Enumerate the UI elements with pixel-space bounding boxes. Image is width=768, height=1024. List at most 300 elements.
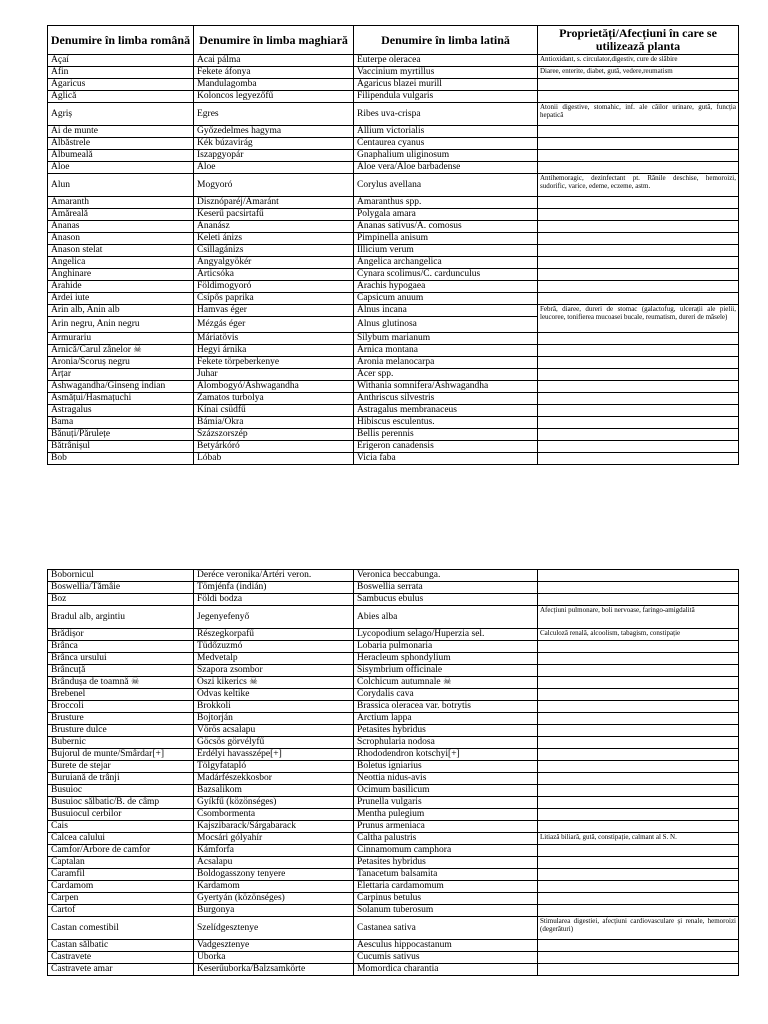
hungarian-name-cell: Odvas keltike (194, 689, 354, 701)
table-row (48, 964, 739, 976)
hungarian-name-cell: Juhar (194, 369, 354, 381)
table-row (48, 293, 739, 305)
latin-name-cell: Allium victorialis (354, 126, 538, 138)
properties-cell: Antihemoragic, dezinfectant pt. Rănile deschise, hemoroizi, sudorific, varice, edeme, eczeme, astm. (538, 174, 739, 197)
latin-name-cell: Vicia faba (354, 453, 538, 465)
romanian-name-cell: Amaranth (48, 197, 194, 209)
hungarian-name-cell: Egres (194, 103, 354, 126)
hungarian-name-cell: Fekete törpeberkenye (194, 357, 354, 369)
table-row (48, 429, 739, 441)
latin-name-cell: Sambucus ebulus (354, 594, 538, 606)
hungarian-name-cell: Mogyoró (194, 174, 354, 197)
hungarian-name-cell: Keserűuborka/Balzsamkörte (194, 964, 354, 976)
latin-name-cell: Corydalis cava (354, 689, 538, 701)
hungarian-name-cell: Boldogasszony tenyere (194, 869, 354, 881)
hungarian-name-cell: Kardamom (194, 881, 354, 893)
hungarian-name-cell: Erdélyi havasszépe[+] (194, 749, 354, 761)
latin-name-cell: Caltha palustris (354, 833, 538, 845)
table-row (48, 881, 739, 893)
properties-cell (538, 453, 739, 465)
properties-cell (538, 952, 739, 964)
table-row (48, 785, 739, 797)
romanian-name-cell: Busuiocul cerbilor (48, 809, 194, 821)
table-row (48, 281, 739, 293)
latin-name-cell: Arctium lappa (354, 713, 538, 725)
hungarian-name-cell: Kajszibarack/Sárgabarack (194, 821, 354, 833)
header-hungarian: Denumire în limba maghiară (194, 26, 354, 55)
hungarian-name-cell: Lóbab (194, 453, 354, 465)
romanian-name-cell: Bătrânișul (48, 441, 194, 453)
latin-name-cell: Aesculus hippocastanum (354, 940, 538, 952)
latin-name-cell: Boletus igniarius (354, 761, 538, 773)
romanian-name-cell: Caramfil (48, 869, 194, 881)
latin-name-cell: Aronia melanocarpa (354, 357, 538, 369)
hungarian-name-cell: Angyalgyökér (194, 257, 354, 269)
latin-name-cell: Boswellia serrata (354, 582, 538, 594)
properties-cell (538, 641, 739, 653)
romanian-name-cell: Bujorul de munte/Smârdar[+] (48, 749, 194, 761)
table-row (48, 369, 739, 381)
properties-cell (538, 893, 739, 905)
properties-cell (538, 150, 739, 162)
hungarian-name-cell: Acsalapu (194, 857, 354, 869)
table-row (48, 641, 739, 653)
latin-name-cell: Anthriscus silvestris (354, 393, 538, 405)
hungarian-name-cell: Szelídgesztenye (194, 917, 354, 940)
properties-cell (538, 737, 739, 749)
latin-name-cell: Capsicum anuum (354, 293, 538, 305)
hungarian-name-cell: Medvetalp (194, 653, 354, 665)
hungarian-name-cell: Bámia/Okra (194, 417, 354, 429)
properties-cell (538, 594, 739, 606)
romanian-name-cell: Aloe (48, 162, 194, 174)
table-row (48, 570, 739, 582)
table-row (48, 689, 739, 701)
table-row (48, 91, 739, 103)
romanian-name-cell: Brândușa de toamnă ☠ (48, 677, 194, 689)
table-row (48, 245, 739, 257)
properties-cell: Antioxidant, s. circulator,digestiv, cure de slăbire (538, 55, 739, 67)
romanian-name-cell: Ai de munte (48, 126, 194, 138)
latin-name-cell: Cynara scolimus/C. cardunculus (354, 269, 538, 281)
hungarian-name-cell: Fekete áfonya (194, 67, 354, 79)
romanian-name-cell: Bob (48, 453, 194, 465)
properties-cell (538, 293, 739, 305)
properties-cell (538, 940, 739, 952)
latin-name-cell: Mentha pulegium (354, 809, 538, 821)
romanian-name-cell: Aronia/Scoruș negru (48, 357, 194, 369)
latin-name-cell: Arnica montana (354, 345, 538, 357)
hungarian-name-cell: Alombogyó/Ashwagandha (194, 381, 354, 393)
header-row (48, 26, 739, 55)
romanian-name-cell: Boz (48, 594, 194, 606)
latin-name-cell: Alnus incana (354, 305, 538, 317)
table-row (48, 126, 739, 138)
hungarian-name-cell: Articsóka (194, 269, 354, 281)
romanian-name-cell: Brâncuță (48, 665, 194, 677)
hungarian-name-cell: Gyertyán (közönséges) (194, 893, 354, 905)
hungarian-name-cell: Uborka (194, 952, 354, 964)
hungarian-name-cell: Gyíkfű (közönséges) (194, 797, 354, 809)
romanian-name-cell: Arahide (48, 281, 194, 293)
hungarian-name-cell: Részegkorpafű (194, 629, 354, 641)
table-row (48, 737, 739, 749)
romanian-name-cell: Ardei iute (48, 293, 194, 305)
table-row (48, 952, 739, 964)
properties-cell (538, 761, 739, 773)
latin-name-cell: Tanacetum balsamita (354, 869, 538, 881)
latin-name-cell: Alnus glutinosa (354, 317, 538, 333)
romanian-name-cell: Astragalus (48, 405, 194, 417)
hungarian-name-cell: Mandulagomba (194, 79, 354, 91)
hungarian-name-cell: Győzedelmes hagyma (194, 126, 354, 138)
latin-name-cell: Euterpe oleracea (354, 55, 538, 67)
hungarian-name-cell: Szapora zsombor (194, 665, 354, 677)
romanian-name-cell: Anghinare (48, 269, 194, 281)
romanian-name-cell: Açaí (48, 55, 194, 67)
properties-cell: Afecțiuni pulmonare, boli nervoase, faringo-amigdalită (538, 606, 739, 629)
table-row (48, 233, 739, 245)
properties-cell (538, 845, 739, 857)
hungarian-name-cell: Jegenyefenyő (194, 606, 354, 629)
romanian-name-cell: Alun (48, 174, 194, 197)
table-row (48, 606, 739, 629)
table-row (48, 857, 739, 869)
properties-cell (538, 809, 739, 821)
romanian-name-cell: Burete de stejar (48, 761, 194, 773)
romanian-name-cell: Armurariu (48, 333, 194, 345)
table-row (48, 773, 739, 785)
properties-cell (538, 281, 739, 293)
romanian-name-cell: Brebenel (48, 689, 194, 701)
latin-name-cell: Prunella vulgaris (354, 797, 538, 809)
hungarian-name-cell: Mocsári gólyahír (194, 833, 354, 845)
hungarian-name-cell: Zamatos turbolya (194, 393, 354, 405)
table-row (48, 594, 739, 606)
hungarian-name-cell: Kínai csüdfű (194, 405, 354, 417)
latin-name-cell: Polygala amara (354, 209, 538, 221)
latin-name-cell: Lycopodium selago/Huperzia sel. (354, 629, 538, 641)
latin-name-cell: Cucumis sativus (354, 952, 538, 964)
hungarian-name-cell: Csombormenta (194, 809, 354, 821)
romanian-name-cell: Anason stelat (48, 245, 194, 257)
romanian-name-cell: Bănuți/Părulețe (48, 429, 194, 441)
romanian-name-cell: Boswellia/Tămâie (48, 582, 194, 594)
table-row (48, 893, 739, 905)
properties-cell (538, 417, 739, 429)
latin-name-cell: Heracleum sphondylium (354, 653, 538, 665)
table-row (48, 138, 739, 150)
latin-name-cell: Vaccinium myrtillus (354, 67, 538, 79)
romanian-name-cell: Asmățui/Hasmațuchi (48, 393, 194, 405)
romanian-name-cell: Bobornicul (48, 570, 194, 582)
romanian-name-cell: Brădișor (48, 629, 194, 641)
properties-cell (538, 701, 739, 713)
romanian-name-cell: Bubernic (48, 737, 194, 749)
properties-cell (538, 357, 739, 369)
properties-cell (538, 333, 739, 345)
latin-name-cell: Ananas sativus/A. comosus (354, 221, 538, 233)
properties-cell (538, 269, 739, 281)
latin-name-cell: Cinnamomum camphora (354, 845, 538, 857)
romanian-name-cell: Calcea calului (48, 833, 194, 845)
romanian-name-cell: Camfor/Arbore de camfor (48, 845, 194, 857)
hungarian-name-cell: Kámforfa (194, 845, 354, 857)
properties-cell (538, 570, 739, 582)
romanian-name-cell: Carpen (48, 893, 194, 905)
table-row (48, 357, 739, 369)
latin-name-cell: Ribes uva-crispa (354, 103, 538, 126)
table-row (48, 269, 739, 281)
hungarian-name-cell: Őszi kikerics ☠ (194, 677, 354, 689)
latin-name-cell: Scrophularia nodosa (354, 737, 538, 749)
table-row (48, 345, 739, 357)
latin-name-cell: Solanum tuberosum (354, 905, 538, 917)
table-row (48, 174, 739, 197)
properties-cell (538, 162, 739, 174)
properties-cell (538, 725, 739, 737)
table-row (48, 67, 739, 79)
latin-name-cell: Agaricus blazei murill (354, 79, 538, 91)
romanian-name-cell: Brânca (48, 641, 194, 653)
table-row (48, 653, 739, 665)
latin-name-cell: Petasites hybridus (354, 725, 538, 737)
latin-name-cell: Petasites hybridus (354, 857, 538, 869)
properties-cell (538, 749, 739, 761)
table-row (48, 665, 739, 677)
latin-name-cell: Amaranthus spp. (354, 197, 538, 209)
properties-cell (538, 773, 739, 785)
hungarian-name-cell: Keleti ánizs (194, 233, 354, 245)
latin-name-cell: Ocimum basilicum (354, 785, 538, 797)
properties-cell (538, 881, 739, 893)
hungarian-name-cell: Burgonya (194, 905, 354, 917)
latin-name-cell: Veronica beccabunga. (354, 570, 538, 582)
table-row (48, 917, 739, 940)
table-row (48, 197, 739, 209)
latin-name-cell: Corylus avellana (354, 174, 538, 197)
properties-cell (538, 381, 739, 393)
table-row (48, 713, 739, 725)
latin-name-cell: Bellis perennis (354, 429, 538, 441)
table-row (48, 55, 739, 67)
header-properties: Proprietăți/Afecțiuni în care se utilizează planta (538, 26, 739, 55)
properties-cell: Febră, diaree, dureri de stomac (galactofug, ulcerații ale pielii, leucoree, tonifierea mucoasei bucale, reumatism, dureri de măsele) (538, 305, 739, 333)
latin-name-cell: Arachis hypogaea (354, 281, 538, 293)
hungarian-name-cell: Tömjénfa (indián) (194, 582, 354, 594)
romanian-name-cell: Agaricus (48, 79, 194, 91)
hungarian-name-cell: Százszorszép (194, 429, 354, 441)
latin-name-cell: Acer spp. (354, 369, 538, 381)
table-row (48, 761, 739, 773)
hungarian-name-cell: Disznóparéj/Amaránt (194, 197, 354, 209)
hungarian-name-cell: Acai pálma (194, 55, 354, 67)
hungarian-name-cell: Földimogyoró (194, 281, 354, 293)
table-row (48, 725, 739, 737)
hungarian-name-cell: Bazsalikom (194, 785, 354, 797)
hungarian-name-cell: Tölgyfatapló (194, 761, 354, 773)
plant-table-2 (47, 569, 739, 976)
hungarian-name-cell: Madárfészekkosbor (194, 773, 354, 785)
latin-name-cell: Pimpinella anisum (354, 233, 538, 245)
hungarian-name-cell: Göcsös görvélyfű (194, 737, 354, 749)
romanian-name-cell: Agriș (48, 103, 194, 126)
table-row (48, 209, 739, 221)
latin-name-cell: Rhododendron kotschyi[+] (354, 749, 538, 761)
header-latin: Denumire în limba latină (354, 26, 538, 55)
table-row (48, 162, 739, 174)
latin-name-cell: Withania somnifera/Ashwagandha (354, 381, 538, 393)
latin-name-cell: Centaurea cyanus (354, 138, 538, 150)
table-row (48, 809, 739, 821)
properties-cell: Calculoză renală, alcoolism, tabagism, constipație (538, 629, 739, 641)
latin-name-cell: Prunus armeniaca (354, 821, 538, 833)
properties-cell (538, 665, 739, 677)
romanian-name-cell: Bama (48, 417, 194, 429)
romanian-name-cell: Buruiană de trânji (48, 773, 194, 785)
hungarian-name-cell: Kék búzavirág (194, 138, 354, 150)
latin-name-cell: Hibiscus esculentus. (354, 417, 538, 429)
latin-name-cell: Sisymbrium officinale (354, 665, 538, 677)
hungarian-name-cell: Ananász (194, 221, 354, 233)
hungarian-name-cell: Mézgás éger (194, 317, 354, 333)
properties-cell (538, 689, 739, 701)
hungarian-name-cell: Hegyi árnika (194, 345, 354, 357)
romanian-name-cell: Busuioc (48, 785, 194, 797)
romanian-name-cell: Broccoli (48, 701, 194, 713)
hungarian-name-cell: Iszapgyopár (194, 150, 354, 162)
table-row (48, 381, 739, 393)
latin-name-cell: Brassica oleracea var. botrytis (354, 701, 538, 713)
latin-name-cell: Lobaria pulmonaria (354, 641, 538, 653)
properties-cell (538, 713, 739, 725)
properties-cell (538, 91, 739, 103)
romanian-name-cell: Brusture (48, 713, 194, 725)
properties-cell (538, 126, 739, 138)
hungarian-name-cell: Vörös acsalapu (194, 725, 354, 737)
romanian-name-cell: Albăstrele (48, 138, 194, 150)
table-row (48, 629, 739, 641)
romanian-name-cell: Cais (48, 821, 194, 833)
romanian-name-cell: Castravete (48, 952, 194, 964)
romanian-name-cell: Anason (48, 233, 194, 245)
properties-cell (538, 869, 739, 881)
properties-cell (538, 677, 739, 689)
romanian-name-cell: Angelica (48, 257, 194, 269)
table-row (48, 869, 739, 881)
romanian-name-cell: Castan comestibil (48, 917, 194, 940)
properties-cell (538, 257, 739, 269)
latin-name-cell: Gnaphalium uliginosum (354, 150, 538, 162)
table-row (48, 221, 739, 233)
properties-cell (538, 345, 739, 357)
romanian-name-cell: Busuioc sălbatic/B. de câmp (48, 797, 194, 809)
latin-name-cell: Abies alba (354, 606, 538, 629)
romanian-name-cell: Arin alb, Anin alb (48, 305, 194, 317)
romanian-name-cell: Cardamom (48, 881, 194, 893)
table-row (48, 441, 739, 453)
properties-cell (538, 209, 739, 221)
properties-cell (538, 79, 739, 91)
properties-cell: Litiază biliară, gută, constipație, calmant al S. N. (538, 833, 739, 845)
latin-name-cell: Astragalus membranaceus (354, 405, 538, 417)
table-row (48, 305, 739, 317)
properties-cell (538, 821, 739, 833)
hungarian-name-cell: Deréce veronika/Ártéri veron. (194, 570, 354, 582)
hungarian-name-cell: Hamvas éger (194, 305, 354, 317)
hungarian-name-cell: Koloncos legyezőfű (194, 91, 354, 103)
plant-table-2-body (48, 570, 739, 976)
properties-cell (538, 369, 739, 381)
hungarian-name-cell: Aloe (194, 162, 354, 174)
properties-cell (538, 441, 739, 453)
latin-name-cell: Aloe vera/Aloe barbadense (354, 162, 538, 174)
romanian-name-cell: Arțar (48, 369, 194, 381)
header-romanian: Denumire în limba română (48, 26, 194, 55)
romanian-name-cell: Brusture dulce (48, 725, 194, 737)
latin-name-cell: Momordica charantia (354, 964, 538, 976)
table-row (48, 845, 739, 857)
properties-cell (538, 857, 739, 869)
romanian-name-cell: Captalan (48, 857, 194, 869)
table-row (48, 940, 739, 952)
properties-cell (538, 785, 739, 797)
hungarian-name-cell: Földi bodza (194, 594, 354, 606)
properties-cell: Atonii digestive, stomahic, inf. ale căilor urinare, gută, funcția hepatică (538, 103, 739, 126)
hungarian-name-cell: Betyárkóró (194, 441, 354, 453)
romanian-name-cell: Castravete amar (48, 964, 194, 976)
properties-cell: Stimularea digestiei, afecțiuni cardiovasculare și renale, hemoroizi (degerături) (538, 917, 739, 940)
properties-cell (538, 429, 739, 441)
table-row (48, 821, 739, 833)
properties-cell (538, 393, 739, 405)
table-row (48, 103, 739, 126)
table-row (48, 453, 739, 465)
hungarian-name-cell: Brokkoli (194, 701, 354, 713)
romanian-name-cell: Albumeală (48, 150, 194, 162)
romanian-name-cell: Ashwagandha/Ginseng indian (48, 381, 194, 393)
hungarian-name-cell: Csípős paprika (194, 293, 354, 305)
table-row (48, 257, 739, 269)
table-row (48, 150, 739, 162)
romanian-name-cell: Arnică/Carul zânelor ☠ (48, 345, 194, 357)
table-row (48, 333, 739, 345)
properties-cell (538, 797, 739, 809)
hungarian-name-cell: Csillagánizs (194, 245, 354, 257)
properties-cell (538, 197, 739, 209)
romanian-name-cell: Arin negru, Anin negru (48, 317, 194, 333)
romanian-name-cell: Amăreală (48, 209, 194, 221)
latin-name-cell: Angelica archangelica (354, 257, 538, 269)
properties-cell (538, 245, 739, 257)
table-row (48, 417, 739, 429)
latin-name-cell: Elettaria cardamomum (354, 881, 538, 893)
plant-table-1 (47, 25, 739, 465)
hungarian-name-cell: Vadgesztenye (194, 940, 354, 952)
properties-cell (538, 582, 739, 594)
plant-table-1-body (48, 55, 739, 465)
romanian-name-cell: Aglică (48, 91, 194, 103)
table-row (48, 833, 739, 845)
latin-name-cell: Neottia nidus-avis (354, 773, 538, 785)
romanian-name-cell: Castan sălbatic (48, 940, 194, 952)
table-row (48, 582, 739, 594)
properties-cell (538, 138, 739, 150)
hungarian-name-cell: Bojtorján (194, 713, 354, 725)
table-row (48, 905, 739, 917)
table-row (48, 79, 739, 91)
table-row (48, 405, 739, 417)
